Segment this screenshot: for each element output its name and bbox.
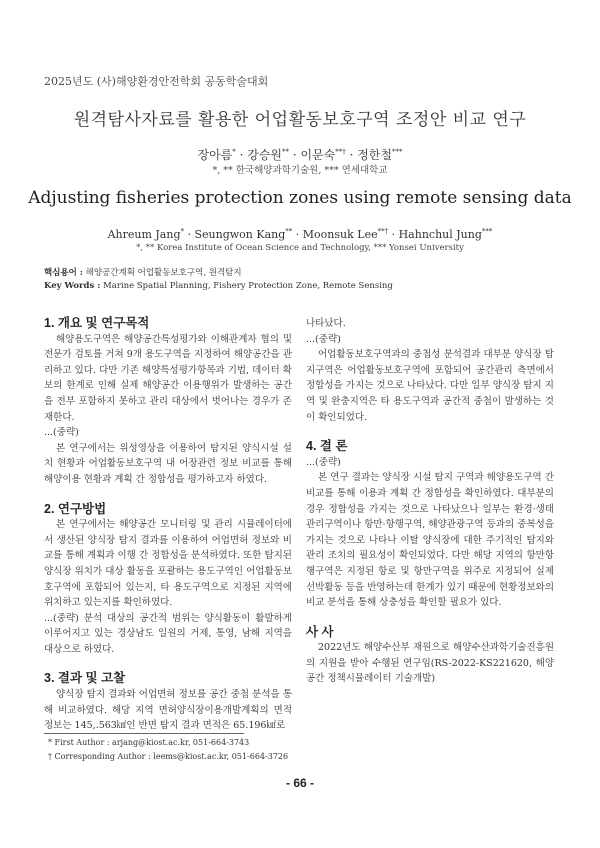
author-separator: · [184,228,195,241]
affiliation-english: *, ** Korea Institute of Ocean Science and Technology, *** Yonsei University [136,243,464,253]
paragraph: ...(중략) 분석 대상의 공간적 범위는 양식활동이 활발하게 이루어지고 있는 경상남도 일원의 거제, 통영, 남해 지역을 대상으로 하였다. [44,612,292,655]
paragraph: 나타났다. [306,318,346,329]
author-name: Ahreum Jang [107,228,181,241]
author-mark: ** [285,227,293,236]
authors-korean [0,146,600,163]
section-heading: 3. 결과 및 고찰 [44,671,126,686]
paragraph: 어업활동보호구역과의 중첩성 분석결과 대부분 양식장 탐지구역은 어업활동보호구역에 포함되어 공간관리 측면에서 정합성을 가지는 것으로 나타났다. 다만 일부 양식장 탐지 지역 및 완충지역은 타 용도구역과 공간적 중첩이 발생하는 것이 확인되었다. [306,349,554,423]
paragraph: 본 연구에서는 해양공간 모니터링 및 관리 시뮬레이터에서 생산된 양식장 탐지 결과를 이용하여 어업면허 정보와 비교를 통해 계획과 이행 간 정합성을 분석하였다. 또한 탐지된 양식장 위치가 대상 활동을 포괄하는 용도구역인 어업활동보호구역에 포함되어 있는지, 타 용도구역으로 지정된 지역에 위치하고 있는지를 확인하였다. [44,519,292,609]
keywords-english [44,281,393,291]
right-column [306,316,554,687]
author-name: 강승원 [247,148,283,162]
omission-marker: ...(중략) [306,333,341,345]
keywords-text: Marine Spatial Planning, Fishery Protection Zone, Remote Sensing [103,281,393,291]
footnote-divider [44,733,244,734]
author-mark: * [232,148,236,156]
acknowledgment-heading: 사 사 [306,624,334,639]
paragraph: 양식장 탐지 결과와 어업면허 정보를 공간 중첩 분석을 통해 비교하였다. 해당 지역 면허양식장이용개발계획의 면적 정보는 145,.563㎢인 반면 탐지 결과 면적은 65.196㎢로 [44,689,292,732]
author-separator: · [235,148,248,162]
authors-english [0,228,600,241]
keywords-label: Key Words : [44,281,101,291]
paragraph: 본 연구에서는 위성영상을 이용하여 탐지된 양식시설 설치 현황과 어업활동보호구역 내 어장관련 정보 비교를 통해 해양이용 현황과 계획 간 정합성을 평가하고자 하였다. [44,442,292,485]
keywords-korean [44,266,242,278]
affiliation-korean: *, ** 한국해양과학기술원, *** 연세대학교 [212,165,388,176]
conference-header: 2025년도 (사)해양환경안전학회 공동학술대회 [44,75,269,88]
author-separator: · [388,228,399,241]
author-mark: **† [377,227,389,236]
page-number: - 66 - [285,776,314,790]
author-name: Moonsuk Lee [302,228,378,241]
author-mark: *** [391,148,403,156]
author-separator: · [345,148,358,162]
keywords-label: 핵심용어 : [44,268,83,278]
section-heading: 1. 개요 및 연구목적 [44,316,150,330]
acknowledgment-text: 2022년도 해양수산부 재원으로 해양수산과학기술진흥원의 지원을 받아 수행된 연구임(RS-2022-KS221620, 해양공간 정책시뮬레이터 기술개발) [306,642,554,685]
paper-title-korean: 원격탐사자료를 활용한 어업활동보호구역 조정안 비교 연구 [73,110,527,130]
author-mark: * [180,227,184,236]
author-separator: · [292,228,303,241]
author-name: Hahnchul Jung [398,228,482,241]
paragraph: 본 연구 결과는 양식장 시설 탐지 구역과 해양용도구역 간 비교를 통해 이용과 계획 간 정합성을 확인하였다. 대부분의 경우 정합성을 가지는 것으로 나타났으나 일부는 환경·생태관리구역이나 항만·항행구역, 해양관광구역 등과의 중복성을 가지는 것으로 나타나 이탈 양식장에 대한 주기적인 탐지와 관리 조치의 필요성이 확인되었다. 다만 해당 지역의 항만항행구역은 지정된 항로 및 항만구역을 위주로 지정되어 실제 선박활동 등을 반영하는데 한계가 있기 때문에 현황정보와의 비교 분석을 통해 상충성을 확인할 필요가 있다. [306,472,554,609]
paper-title-english: Adjusting fisheries protection zones using remote sensing data [28,188,572,208]
omission-marker: ...(중략) [306,456,341,468]
keywords-text: 해양공간계획 어업활동보호구역, 원격탐지 [85,268,242,278]
author-separator: · [289,148,301,162]
author-name: 이문숙 [300,148,336,162]
section-heading: 4. 결 론 [306,439,348,454]
footnote-first-author: * First Author : arjang@kiost.ac.kr, 051-664-3743 [48,738,250,747]
author-mark: *** [481,227,493,236]
author-mark: **† [335,148,346,156]
author-mark: ** [282,148,290,156]
author-name: Seungwon Kang [194,228,286,241]
left-column [44,316,292,734]
omission-marker: ...(중략) [44,427,79,439]
section-heading: 2. 연구방법 [44,501,107,516]
paragraph: 해양용도구역은 해양공간특성평가와 이해관계자 협의 및 전문가 검토를 거쳐 9개 용도구역을 지정하여 해양공간을 관리하고 있다. 다만 기존 해양특성평가항목과 기법, 데이터 확보의 한계로 인해 실제 해양공간 이용행위가 발생하는 공간을 전부 포함하지 못하고 관리 대상에서 벗어나는 경우가 존재한다. [44,333,292,423]
author-name: 정한철 [357,148,392,162]
footnote-corresponding-author: † Corresponding Author : leems@kiost.ac.kr, 051-664-3726 [48,752,289,761]
author-name: 장아름 [197,148,233,162]
